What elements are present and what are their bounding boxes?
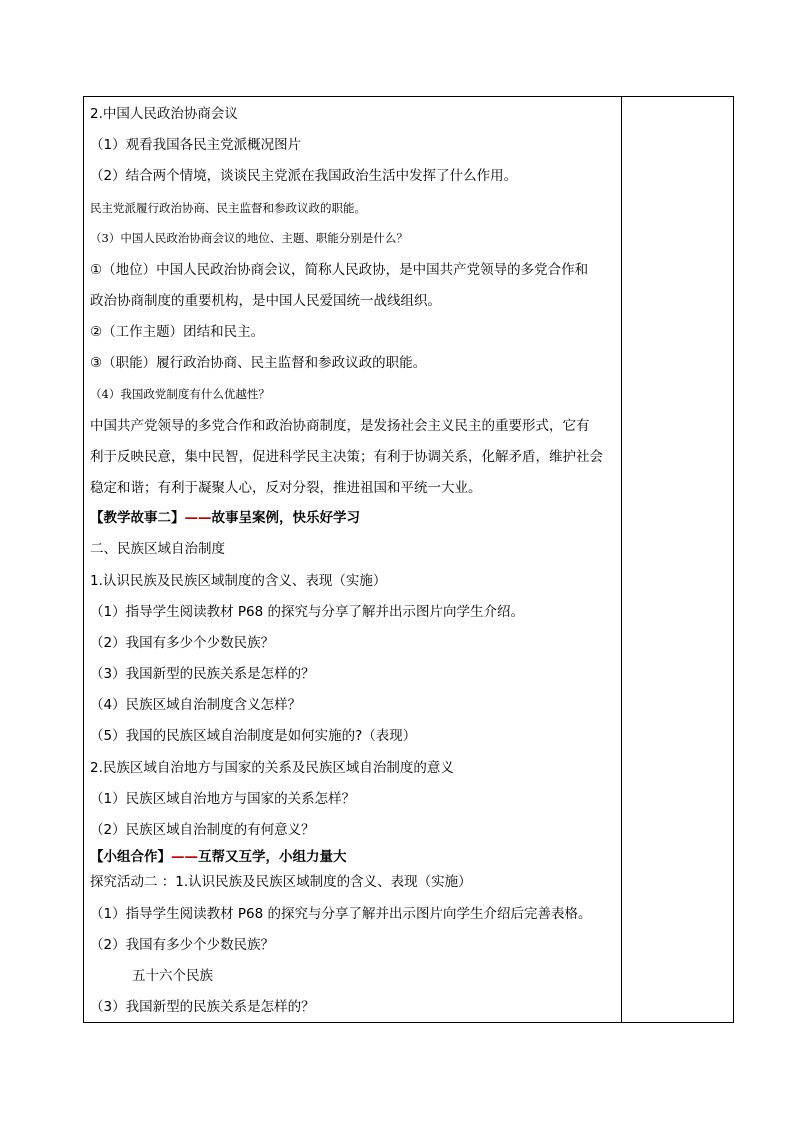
- story2-text: 故事呈案例，快乐好学习: [211, 510, 360, 526]
- text-line: 政治协商制度的重要机构，是中国人民爱国统一战线组织。: [90, 293, 441, 309]
- text-line: （2）我国有多少个少数民族？: [90, 635, 275, 651]
- content-cell: [84, 97, 620, 1022]
- text-line: （2）民族区域自治制度的有何意义？: [90, 822, 315, 838]
- text-line: ②（工作主题）团结和民主。: [90, 324, 265, 340]
- group-dash: ——: [171, 849, 198, 865]
- text-line: （1）观看我国各民主党派概况图片: [90, 137, 302, 153]
- text-line: （1）指导学生阅读教材 P68 的探究与分享了解并出示图片向学生介绍后完善表格。: [90, 906, 592, 922]
- text-line: ①（地位）中国人民政治协商会议，简称人民政协，是中国共产党领导的多党合作和: [90, 262, 589, 278]
- text-line: （3）我国新型的民族关系是怎样的？: [90, 666, 315, 682]
- group-label: 【小组合作】: [90, 849, 171, 865]
- handwritten-question: （4）我国政党制度有什么优越性？: [90, 387, 270, 401]
- text-line: 中国共产党领导的多党合作和政治协商制度，是发扬社会主义民主的重要形式，它有: [90, 418, 590, 434]
- handwritten-answer: 民主党派履行政治协商、民主监督和参政议政的职能。: [90, 201, 366, 215]
- notes-cell: [622, 97, 733, 1022]
- story2-dash: ——: [184, 510, 212, 526]
- text-line: 利于反映民意，集中民智，促进科学民主决策；有利于协调关系，化解矛盾，维护社会: [90, 449, 603, 465]
- text-line: （1）民族区域自治地方与国家的关系怎样？: [90, 791, 356, 807]
- text-line: （2）结合两个情境，谈谈民主党派在我国政治生活中发挥了什么作用。: [90, 168, 518, 184]
- story2-label: 【教学故事二】: [90, 510, 185, 526]
- text-line: 稳定和谐；有利于凝聚人心，反对分裂，推进祖国和平统一大业。: [90, 480, 482, 496]
- text-line: （5）我国的民族区域自治制度是如何实施的?（表现）: [90, 728, 417, 744]
- text-line: 2.民族区域自治地方与国家的关系及民族区域自治制度的意义: [90, 760, 454, 776]
- story2-heading: [90, 509, 360, 527]
- group-text: 互帮又互学，小组力量大: [198, 849, 347, 865]
- section-heading-ethnic-autonomy: 二、民族区域自治制度: [90, 541, 225, 557]
- text-line: ③（职能）履行政治协商、民主监督和参政议政的职能。: [90, 355, 427, 371]
- text-line: （2）我国有多少个少数民族？: [90, 937, 275, 953]
- text-line: 1.认识民族及民族区域制度的含义、表现（实施）: [90, 573, 387, 589]
- group-heading: [90, 848, 347, 866]
- section-heading-cppcc: 2.中国人民政治协商会议: [90, 106, 238, 122]
- text-line: 探究活动二 ：1.认识民族及民族区域制度的含义、表现（实施）: [90, 874, 472, 890]
- lesson-table: [83, 96, 734, 1023]
- answer-line: 五十六个民族: [132, 968, 213, 984]
- text-line: （1）指导学生阅读教材 P68 的探究与分享了解并出示图片向学生介绍。: [90, 604, 524, 620]
- handwritten-question: （3）中国人民政治协商会议的地位、主题、职能分别是什么？: [90, 231, 408, 245]
- text-line: （3）我国新型的民族关系是怎样的？: [90, 999, 315, 1015]
- text-line: （4）民族区域自治制度含义怎样？: [90, 697, 302, 713]
